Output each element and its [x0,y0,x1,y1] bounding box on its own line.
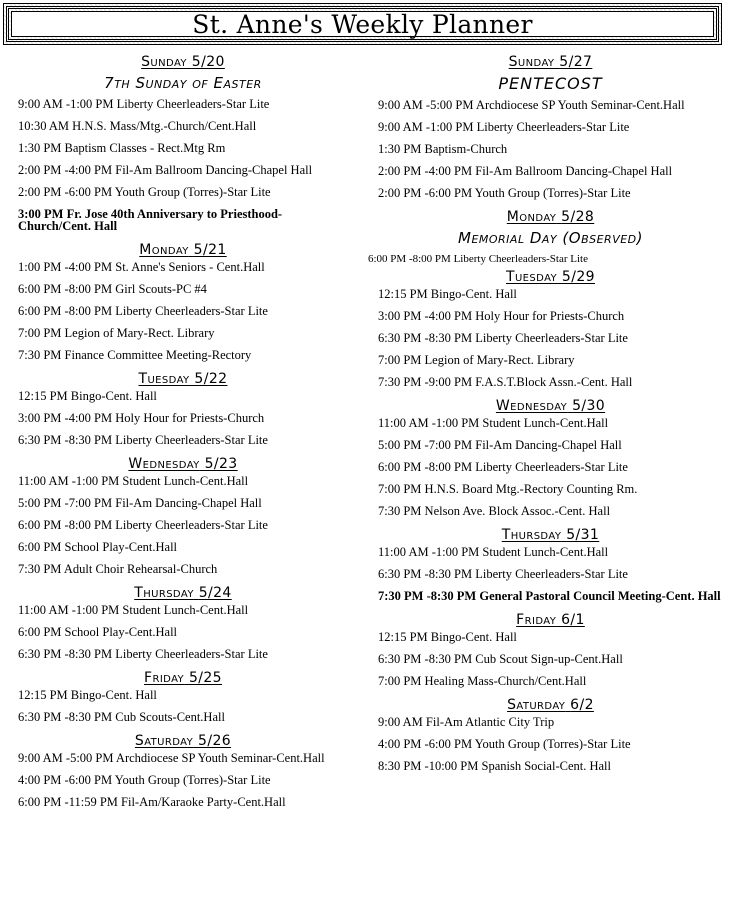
event-item: 7:30 PM Nelson Ave. Block Assoc.-Cent. Hall [378,504,611,518]
event-item: 9:00 AM Fil-Am Atlantic City Trip [378,715,555,729]
day-section [18,456,348,575]
event-item: 11:00 AM -1:00 PM Student Lunch-Cent.Hall [378,545,609,559]
day-section [378,54,723,199]
day-section [378,269,723,388]
page-title: St. Anne's Weekly Planner [192,9,533,39]
event-item: 6:00 PM -8:00 PM Liberty Cheerleaders-Star Lite [18,518,268,532]
event-item: 6:00 PM -11:59 PM Fil-Am/Karaoke Party-Cent.Hall [18,795,286,809]
event-item: 7:00 PM Legion of Mary-Rect. Library [18,326,215,340]
event-item: 6:00 PM School Play-Cent.Hall [18,625,178,639]
day-date: 5/20 [191,54,225,70]
day-date: 5/30 [572,398,606,414]
event-item: 12:15 PM Bingo-Cent. Hall [18,688,157,702]
day-heading [18,242,348,258]
event-item: 11:00 AM -1:00 PM Student Lunch-Cent.Hall [18,474,249,488]
event-item: 2:00 PM -6:00 PM Youth Group (Torres)-Star Lite [378,186,631,200]
day-section [18,733,348,808]
day-heading [18,54,348,70]
event-item: 6:00 PM School Play-Cent.Hall [18,540,178,554]
event-item: 6:30 PM -8:30 PM Cub Scouts-Cent.Hall [18,710,225,724]
day-name: Monday [139,242,189,258]
event-item: 11:00 AM -1:00 PM Student Lunch-Cent.Hall [18,603,249,617]
event-item: 2:00 PM -4:00 PM Fil-Am Ballroom Dancing-Chapel Hall [18,163,313,177]
day-heading [18,371,348,387]
event-item: 9:00 AM -5:00 PM Archdiocese SP Youth Seminar-Cent.Hall [378,98,685,112]
day-section [18,242,348,361]
event-item: 8:30 PM -10:00 PM Spanish Social-Cent. Hall [378,759,611,773]
event-item: 6:00 PM -8:00 PM Liberty Cheerleaders-Star Lite [368,253,588,265]
event-item: 9:00 AM -1:00 PM Liberty Cheerleaders-Star Lite [18,97,270,111]
day-date: 5/26 [198,733,232,749]
day-heading [18,733,348,749]
event-item: 7:00 PM H.N.S. Board Mtg.-Rectory Counting Rm. [378,482,638,496]
event-item: 7:30 PM Adult Choir Rehearsal-Church [18,562,218,576]
event-item: 3:00 PM -4:00 PM Holy Hour for Priests-Church [18,411,265,425]
day-section [18,371,348,446]
event-item: 12:15 PM Bingo-Cent. Hall [18,389,157,403]
day-heading [378,612,723,628]
day-date: 5/21 [193,242,227,258]
day-section [18,54,348,232]
event-item: 6:00 PM -8:00 PM Liberty Cheerleaders-Star Lite [18,304,268,318]
day-name: Sunday [508,54,555,70]
day-section [378,527,723,602]
day-date: 5/23 [204,456,238,472]
liturgical-occasion: PENTECOST [498,74,603,93]
event-item: 2:00 PM -6:00 PM Youth Group (Torres)-Star Lite [18,185,271,199]
event-item: 9:00 AM -5:00 PM Archdiocese SP Youth Seminar-Cent.Hall [18,751,325,765]
day-section [18,585,348,660]
event-item: 6:00 PM -8:00 PM Liberty Cheerleaders-Star Lite [378,460,628,474]
day-name: Thursday [501,527,562,543]
event-item: 6:30 PM -8:30 PM Cub Scout Sign-up-Cent.Hall [378,652,623,666]
event-item: 6:30 PM -8:30 PM Liberty Cheerleaders-Star Lite [378,331,628,345]
event-item: 10:30 AM H.N.S. Mass/Mtg.-Church/Cent.Hall [18,119,257,133]
event-item: 11:00 AM -1:00 PM Student Lunch-Cent.Hall [378,416,609,430]
event-item: 3:00 PM Fr. Jose 40th Anniversary to Priesthood-Church/Cent. Hall [18,207,283,233]
day-date: 6/2 [570,697,594,713]
event-item: 6:30 PM -8:30 PM Liberty Cheerleaders-Star Lite [18,433,268,447]
day-name: Tuesday [138,371,190,387]
day-date: 5/24 [198,585,232,601]
event-item: 4:00 PM -6:00 PM Youth Group (Torres)-Star Lite [18,773,271,787]
event-item: 7:30 PM -8:30 PM General Pastoral Council Meeting-Cent. Hall [378,589,721,603]
day-section [378,612,723,687]
day-section [368,209,723,265]
event-item: 7:00 PM Healing Mass-Church/Cent.Hall [378,674,587,688]
day-date: 6/1 [561,612,585,628]
day-heading [378,269,723,285]
event-item: 9:00 AM -1:00 PM Liberty Cheerleaders-Star Lite [378,120,630,134]
day-section [378,398,723,517]
event-item: 1:30 PM Baptism Classes - Rect.Mtg Rm [18,141,226,155]
day-name: Saturday [134,733,194,749]
day-date: 5/29 [561,269,595,285]
event-item: 1:30 PM Baptism-Church [378,142,508,156]
day-name: Sunday [141,54,187,70]
day-name: Tuesday [506,269,558,285]
day-section [378,697,723,772]
right-column [368,50,723,782]
day-name: Wednesday [128,456,200,472]
day-name: Thursday [134,585,194,601]
day-heading [18,456,348,472]
day-heading [378,209,723,225]
day-heading [378,398,723,414]
day-name: Friday [516,612,557,628]
day-date: 5/22 [194,371,228,387]
day-date: 5/25 [188,670,222,686]
day-date: 5/27 [559,54,593,70]
day-heading [378,697,723,713]
liturgical-occasion: Memorial Day (Observed) [458,229,643,247]
event-item: 7:30 PM Finance Committee Meeting-Rectory [18,348,252,362]
day-name: Wednesday [495,398,568,414]
event-item: 6:30 PM -8:30 PM Liberty Cheerleaders-Star Lite [18,647,268,661]
title-banner [3,3,722,45]
event-item: 6:30 PM -8:30 PM Liberty Cheerleaders-Star Lite [378,567,628,581]
event-item: 5:00 PM -7:00 PM Fil-Am Dancing-Chapel Hall [18,496,262,510]
day-name: Monday [506,209,557,225]
left-column [18,50,348,818]
day-heading [18,585,348,601]
event-item: 4:00 PM -6:00 PM Youth Group (Torres)-Star Lite [378,737,631,751]
event-item: 1:00 PM -4:00 PM St. Anne's Seniors - Cent.Hall [18,260,265,274]
day-heading [378,527,723,543]
day-date: 5/28 [561,209,595,225]
event-item: 7:00 PM Legion of Mary-Rect. Library [378,353,575,367]
event-item: 12:15 PM Bingo-Cent. Hall [378,287,517,301]
event-item: 6:00 PM -8:00 PM Girl Scouts-PC #4 [18,282,207,296]
title-frame [11,11,714,37]
event-item: 5:00 PM -7:00 PM Fil-Am Dancing-Chapel Hall [378,438,622,452]
event-item: 2:00 PM -4:00 PM Fil-Am Ballroom Dancing-Chapel Hall [378,164,673,178]
liturgical-occasion: 7th Sunday of Easter [104,74,262,92]
day-heading [378,54,723,70]
day-date: 5/31 [566,527,600,543]
day-name: Friday [144,670,185,686]
day-heading [18,670,348,686]
day-name: Saturday [507,697,566,713]
event-item: 7:30 PM -9:00 PM F.A.S.T.Block Assn.-Cent. Hall [378,375,633,389]
event-item: 3:00 PM -4:00 PM Holy Hour for Priests-Church [378,309,625,323]
event-item: 12:15 PM Bingo-Cent. Hall [378,630,517,644]
day-section [18,670,348,723]
